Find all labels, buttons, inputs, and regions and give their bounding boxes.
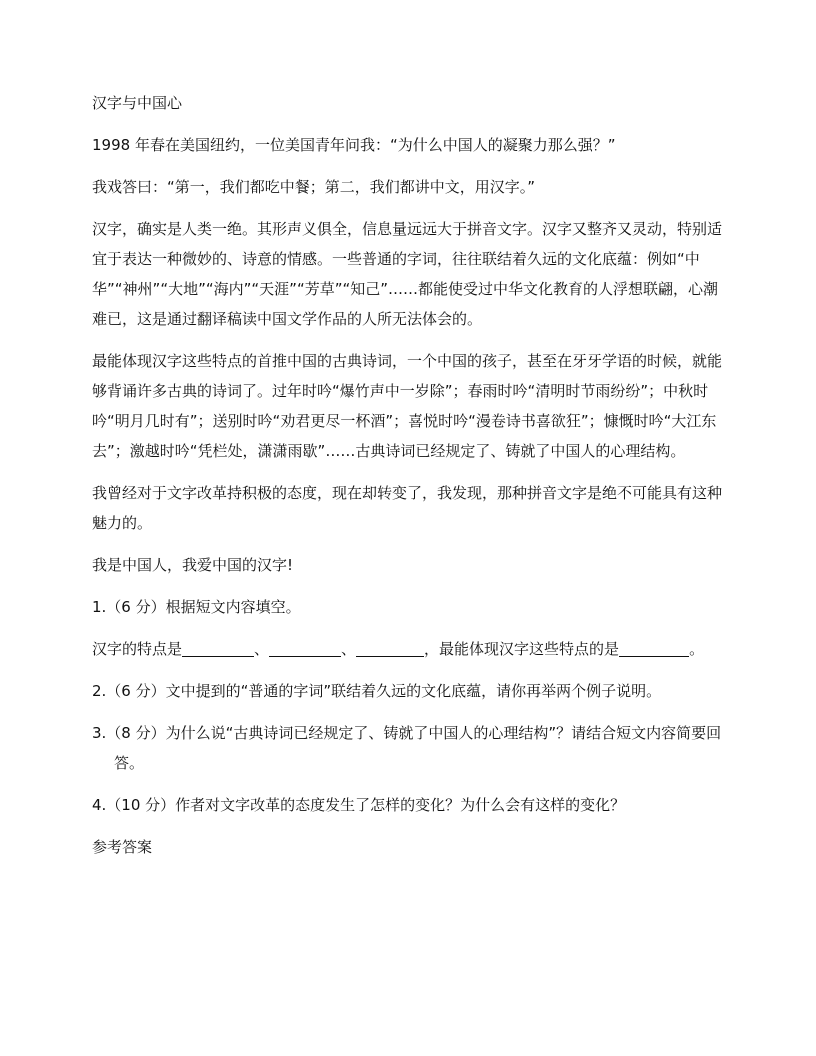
fill-separator: 、 [341,640,357,658]
paragraph-4: 最能体现汉字这些特点的首推中国的古典诗词，一个中国的孩子，甚至在牙牙学语的时候，就能够背诵许多古典的诗词了。过年时吟“爆竹声中一岁除”；春雨时吟“清明时节雨纷纷”；中秋时吟“明月几时有”；送别时吟“劝君更尽一杯酒”；喜悦时吟“漫卷诗书喜欲狂”；慷慨时吟“大江东去”；激越时吟“凭栏处，潇潇雨歇”……古典诗词已经规定了、铸就了中国人的心理结构。 [92,352,723,460]
question-3: 3.（8 分）为什么说“古典诗词已经规定了、铸就了中国人的心理结构”？请结合短文内容简要回答。 [92,724,722,772]
paragraph-5: 我曾经对于文字改革持积极的态度，现在却转变了，我发现，那种拼音文字是绝不可能具有这种魅力的。 [92,484,723,532]
question-4: 4.（10 分）作者对文字改革的态度发生了怎样的变化？为什么会有这样的变化？ [92,796,626,814]
fill-middle: ，最能体现汉字这些特点的是 [424,640,620,658]
answer-blank-4[interactable] [619,638,689,657]
question-2: 2.（6 分）文中提到的“普通的字词”联结着久远的文化底蕴，请你再举两个例子说明。 [92,682,662,700]
fill-prefix: 汉字的特点是 [92,640,183,658]
paragraph-3: 汉字，确实是人类一绝。其形声义俱全，信息量远远大于拼音文字。汉字又整齐又灵动，特别适宜于表达一种微妙的、诗意的情感。一些普通的字词，往往联结着久远的文化底蕴：例如“中华”“神州”“大地”“海内”“天涯”“芳草”“知己”……都能使受过中华文化教育的人浮想联翩，心潮难已，这是通过翻译稿读中国文学作品的人所无法体会的。 [92,220,723,328]
article-title: 汉字与中国心 [92,94,183,112]
fill-end: 。 [689,640,705,658]
answer-blank-3[interactable] [356,638,424,657]
paragraph-6: 我是中国人，我爱中国的汉字! [92,556,294,574]
fill-separator: 、 [254,640,270,658]
answer-blank-2[interactable] [269,638,341,657]
question-1: 1.（6 分）根据短文内容填空。 [92,598,301,616]
paragraph-1: 1998 年春在美国纽约，一位美国青年问我：“为什么中国人的凝聚力那么强？” [92,136,616,154]
answer-heading: 参考答案 [92,838,153,856]
document-page [92,88,732,862]
answer-blank-1[interactable] [182,638,254,657]
paragraph-2: 我戏答曰：“第一，我们都吃中餐；第二，我们都讲中文，用汉字。” [92,178,536,196]
question-1-fill [92,634,732,664]
